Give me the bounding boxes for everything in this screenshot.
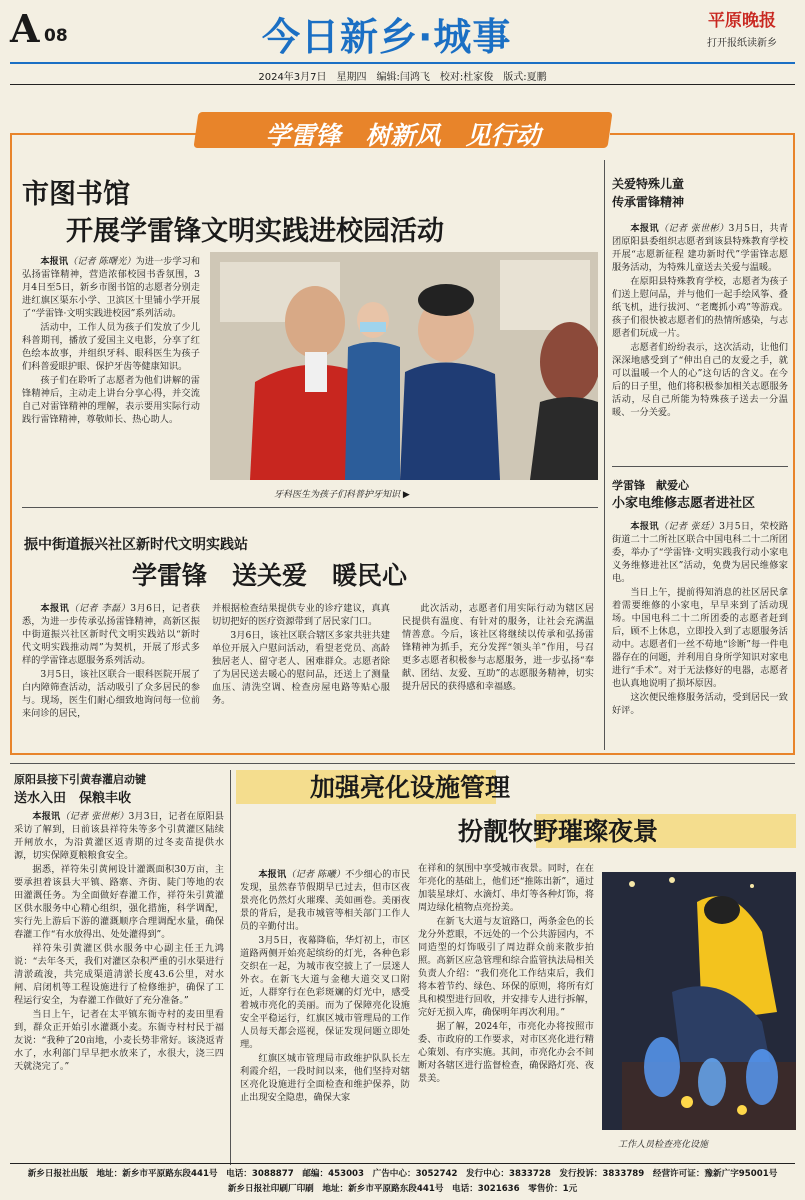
paragraph-text: 在祥和的氛围中享受城市夜景。同时，在在年亮化的基础上，他们还“推陈出新”，通过加装星球灯、水滴灯、串灯等各种灯饰，将周边绿化植物点亮扮美。	[418, 863, 594, 913]
article2-body	[612, 222, 788, 420]
paragraph	[240, 934, 410, 1051]
article4-col2	[212, 602, 390, 708]
article1-caption	[274, 487, 410, 500]
paragraph-text: 祥符朱引黄灌区供水服务中心副主任王九鸿说：“去年冬天，我们对灌区杂积严重的引水渠进行清淤疏浚，共完成渠道清淤长度43.6公里，对水闸、启闭机等工程设施进行了检修维护，确保了工程运行安全，为春灌工作做好了充分准备。”	[14, 943, 224, 1006]
page-number: 08	[44, 26, 68, 46]
paragraph	[612, 586, 788, 690]
article3-body	[612, 520, 788, 718]
paragraph-text: 据了解，2024年，市亮化办将按照市委、市政府的工作要求，对市区亮化进行精心策划、有序实施。其间，市亮化办会不间断对各辖区进行监督检查，确保路灯亮、夜景美。	[418, 1021, 594, 1084]
paragraph-text: 3月5日，共青团原阳县委组织志愿者到该县特殊教育学校开展“志愿新征程 建功新时代”学雷锋志愿服务活动，为特殊儿童送去关爱与温暖。	[612, 223, 789, 273]
paragraph	[418, 862, 594, 914]
worker-checking-lights-photo-icon	[602, 872, 796, 1130]
lead-label: 本报讯	[258, 869, 287, 880]
paragraph-text: 这次便民维修服务活动，受到居民一致好评。	[612, 692, 788, 716]
article6-caption: 工作人员检查亮化设施	[618, 1140, 709, 1150]
paragraph	[22, 668, 200, 720]
article6-title-1: 加强亮化设施管理	[310, 773, 511, 802]
byline: （记者 张廷）	[658, 521, 720, 532]
lead-label: 本报讯	[630, 223, 659, 234]
paragraph-text: 当日上午，记者在太平镇东衙寺村的麦田里看到，群众正开始引水灌溉小麦。东衙寺村村民于福友说：“我种了20亩地，小麦长势非常好。该浇返青水了，水利部门早早把水放来了，水很大，浇三四天就浇完了。”	[14, 1009, 224, 1072]
dateline: 2024年3月7日 星期四 编辑:闫鸿飞 校对:杜家俊 版式:夏鹏	[258, 72, 547, 83]
paragraph	[612, 520, 788, 585]
paragraph	[22, 374, 200, 426]
paragraph-text: 当日上午，提前得知消息的社区居民拿着需要维修的小家电，早早来到了活动现场。中国电科二十二所团委的志愿者赶到后，顾不上休息，立即投入到了志愿服务活动中。志愿者们一丝不苟地“诊断”每一件电器存在的问题，并利用自身所学知识对家电进行“手术”。对于无法修好的电器，志愿者也认真地说明了损坏原因。	[612, 587, 788, 689]
paragraph-text: 并根据检查结果提供专业的诊疗建议，真真切切把好的医疗资源带到了居民家门口。	[212, 603, 390, 627]
photo-caption: 牙科医生为孩子们科普护牙知识	[274, 490, 401, 500]
paragraph-text: 为进一步学习和弘扬雷锋精神，营造浓郁校园书香氛围，3月4日至5日，新乡市图书馆的志愿者分别走进红旗区渠东小学、卫滨区十里铺小学开展了“学雷锋·文明实践进校园”系列活动。	[22, 256, 201, 319]
article3-title: 小家电维修志愿者进社区	[612, 496, 756, 511]
article1-headline-1: 市图书馆	[22, 179, 130, 210]
paragraph	[14, 942, 224, 1007]
byline: （记者 李磊）	[69, 603, 131, 614]
paragraph	[22, 255, 200, 320]
article1-headline-2: 开展学雷锋文明实践进校园活动	[66, 216, 444, 247]
paragraph	[240, 1052, 410, 1104]
logo-slogan: 打开报纸读新乡	[707, 38, 777, 49]
volunteer-with-children-photo-icon	[210, 252, 598, 480]
paragraph	[612, 275, 788, 340]
paragraph-text: 3月5日，荣校路街道二十二所社区联合中国电科二十二所团委，举办了“学雷锋·文明实践我行动小家电义务维修进社区”活动，免费为居民维修家电。	[612, 521, 789, 584]
newspaper-logo	[686, 6, 798, 49]
byline: （记者 张世彬）	[60, 811, 129, 822]
article4-kicker: 振中街道振兴社区新时代文明实践站	[24, 537, 248, 553]
article5-title: 送水入田 保粮丰收	[14, 791, 132, 806]
paragraph	[612, 341, 788, 419]
page-title: 今日新乡·城事	[262, 15, 512, 59]
paragraph	[418, 1020, 594, 1085]
logo-name: 平原晚报	[708, 11, 776, 31]
paragraph	[14, 863, 224, 941]
paragraph-text: 不少细心的市民发现，虽然春节假期早已过去，但市区夜景亮化仍然灯火璀璨、美如画卷。美丽夜景的背后，是我市城管等相关部门工作人员的辛勤付出。	[240, 869, 411, 932]
paragraph	[22, 602, 200, 667]
article4-col1	[22, 602, 200, 721]
article5-body	[14, 810, 224, 1074]
paragraph-text: 3月5日，该社区联合一眼科医院开展了白内障筛查活动，活动吸引了众多居民的参与。现场，医生们耐心细致地询问每一位前来问诊的居民，	[22, 669, 200, 719]
paragraph	[418, 915, 594, 1019]
masthead	[0, 0, 805, 66]
byline: （记者 陈曙光）	[68, 256, 136, 267]
paragraph	[612, 691, 788, 717]
article6-photo	[602, 872, 796, 1130]
paragraph-text: 在原阳县特殊教育学校，志愿者为孩子们送上慰问品，并与他们一起手绘风筝、叠纸飞机，进行拔河、“老鹰抓小鸡”等游戏。孩子们很快被志愿者们的热情所感染，与志愿者们玩成一片。	[612, 276, 788, 339]
paragraph-text: 此次活动，志愿者们用实际行动为辖区居民提供有温度、有针对的服务，让社会充满温情善意。今后，该社区将继续以传承和弘扬雷锋精神为抓手，充分发挥“领头羊”作用，号召更多志愿者积极参与志愿服务，进一步弘扬“奉献、团结、友爱、互助”的志愿服务精神，切实提升居民的获得感和幸福感。	[402, 603, 594, 692]
banner-text: 学雷锋 树新风 见行动	[265, 121, 541, 150]
paragraph-text: 3月6日，记者获悉，为进一步传承弘扬雷锋精神，高新区振中街道振兴社区新时代文明实践站以“新时代文明实践推动周”为契机，开展了形式多样的学雷锋志愿服务系列活动。	[22, 603, 200, 666]
article2-kicker: 关爱特殊儿童	[612, 177, 685, 191]
paragraph-text: 红旗区城市管理局市政维护队队长左利霞介绍，一段时间以来，他们坚持对辖区亮化设施进行全面检查和维护保养，防止出现安全隐患，确保大家	[240, 1053, 410, 1103]
paragraph-text: 3月3日，记者在原阳县采访了解到，日前该县祥符朱等多个引黄灌区陆续开闸放水，为沿黄灌区返青期的过冬麦苗提供水源，切实保障夏粮粮食安全。	[14, 811, 224, 861]
paragraph-text: 据悉，祥符朱引黄闸设计灌溉面积30万亩，主要承担着该县大平镇、路寨、齐街、陡门等地的农田灌溉任务。为全面做好春灌工作，祥符朱引黄灌区供水服务中心精心组织，强化措施，科学调配，实行先上游后下游的灌溉顺序合理调配水量，确保春灌工作“有水放得出、处处灌得到”。	[14, 864, 224, 940]
paragraph	[240, 868, 410, 933]
page-letter: A	[10, 6, 40, 51]
paragraph-text: 3月6日，该社区联合辖区多家共驻共建单位开展入户慰问活动，看望老党员、高龄独居老人、留守老人、困难群众。志愿者除了为居民送去暖心的慰问品，还送上了测量血压、清洗空调、检查房屋电路等贴心服务。	[212, 630, 390, 706]
paragraph	[22, 321, 200, 373]
paragraph-text: 活动中，工作人员为孩子们发放了少儿科普期刊，播放了爱国主义电影，分享了红色绘本故事，并组织牙科、眼科医生为孩子们科普爱眼护眼、保护牙齿等健康知识。	[22, 322, 200, 372]
paragraph-text: 3月5日，夜幕降临，华灯初上，市区道路两侧开始亮起缤纷的灯光，各种色彩交织在一起，为城市夜空披上了一层迷人外衣。在新飞大道与金穗大道交叉口附近，人群穿行在色彩斑斓的灯光中，感受着城市亮化的美丽。而为了保障亮化设施安全平稳运行，红旗区城市管理局的工作人员每天都会巡视，保证发现问题立即处理。	[240, 935, 410, 1050]
paragraph	[212, 629, 390, 707]
lead-label: 本报讯	[40, 256, 69, 267]
lead-label: 本报讯	[40, 603, 70, 614]
footer-line-1: 新乡日报社出版 地址：新乡市平原路东段441号 电话：3088877 邮编：453003 广告中心：3052742 发行中心：3833728 发行投诉：3833789 经营许可证：豫新广字95001号	[27, 1169, 778, 1179]
paragraph	[212, 602, 390, 628]
paragraph	[14, 810, 224, 862]
article6-col2	[418, 862, 594, 1086]
footer-line-2: 新乡日报社印刷厂印刷 地址：新乡市平原路东段441号 电话：3021636 零售价：1元	[227, 1184, 578, 1194]
lead-label: 本报讯	[630, 521, 659, 532]
article2-title: 传承雷锋精神	[612, 195, 685, 209]
lead-label: 本报讯	[32, 811, 61, 822]
paragraph	[402, 602, 594, 693]
byline: （记者 陈曦）	[286, 869, 346, 880]
article1-body	[22, 255, 200, 427]
paragraph-text: 志愿者们纷纷表示，这次活动，让他们深深地感受到了“伸出自己的友爱之手，就可以温暖一个人的心”这句话的含义。在今后的日子里，他们将积极参加相关志愿服务活动，尽自己所能为特殊孩子送去一分温暖、一分关爱。	[612, 342, 788, 418]
article6-col1	[240, 868, 410, 1105]
article1-photo	[210, 252, 598, 480]
triangle-right-icon: ▶	[402, 490, 410, 500]
paragraph	[612, 222, 788, 274]
paragraph	[14, 1008, 224, 1073]
article5-kicker: 原阳县接下引黄春灌启动键	[14, 773, 146, 786]
paragraph-text: 在新飞大道与友谊路口，两条金色的长龙分外惹眼，不远处的一个公共游园内，不同造型的灯饰吸引了周边群众前来散步拍照。高新区应急管理和综合监管执法局相关负责人介绍：“我们亮化工作结束后，我们将本着节约、绿色、环保的原则，将所有灯具和模型进行回收，并安排专人进行拆解，完好无损入库，确保明年再次利用。”	[418, 916, 594, 1018]
article4-col3	[402, 602, 594, 694]
article6-title-2: 扮靓牧野璀璨夜景	[458, 817, 659, 846]
byline: （记者 张世彬）	[658, 223, 729, 234]
paragraph-text: 孩子们在聆听了志愿者为他们讲解的雷锋精神后，主动走上讲台分享心得，并交流自己对雷锋精神的理解，表示要用实际行动践行雷锋精神，尊敬师长、热心助人。	[22, 375, 200, 425]
article3-kicker: 学雷锋 献爱心	[612, 479, 689, 492]
article6-banner	[236, 762, 796, 860]
article4-title: 学雷锋 送关爱 暖民心	[132, 561, 408, 590]
